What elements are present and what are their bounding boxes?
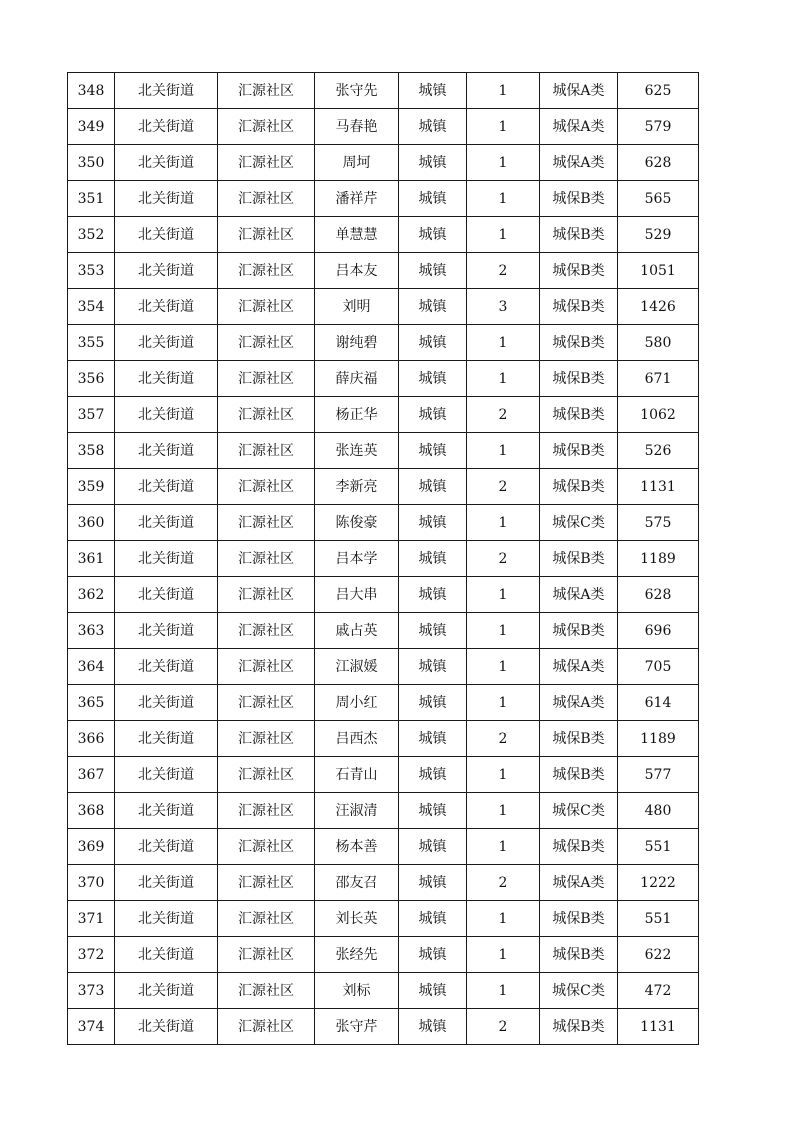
table-row bbox=[68, 73, 699, 109]
community-cell: 汇源社区 bbox=[218, 541, 315, 577]
name-cell: 张连英 bbox=[315, 433, 399, 469]
name-cell: 汪淑清 bbox=[315, 793, 399, 829]
table-row bbox=[68, 685, 699, 721]
name-cell: 潘祥芹 bbox=[315, 181, 399, 217]
amount-cell: 1189 bbox=[618, 721, 699, 757]
category-cell: 城保B类 bbox=[540, 541, 618, 577]
name-cell: 薛庆福 bbox=[315, 361, 399, 397]
category-cell: 城保B类 bbox=[540, 613, 618, 649]
household-count-cell: 1 bbox=[467, 217, 540, 253]
amount-cell: 614 bbox=[618, 685, 699, 721]
household-count-cell: 2 bbox=[467, 253, 540, 289]
community-cell: 汇源社区 bbox=[218, 721, 315, 757]
amount-cell: 551 bbox=[618, 901, 699, 937]
category-cell: 城保B类 bbox=[540, 937, 618, 973]
community-cell: 汇源社区 bbox=[218, 181, 315, 217]
category-cell: 城保B类 bbox=[540, 181, 618, 217]
area-type-cell: 城镇 bbox=[399, 109, 467, 145]
community-cell: 汇源社区 bbox=[218, 145, 315, 181]
household-count-cell: 2 bbox=[467, 397, 540, 433]
community-cell: 汇源社区 bbox=[218, 649, 315, 685]
area-type-cell: 城镇 bbox=[399, 397, 467, 433]
name-cell: 李新亮 bbox=[315, 469, 399, 505]
row-number-cell: 358 bbox=[68, 433, 115, 469]
name-cell: 石青山 bbox=[315, 757, 399, 793]
household-count-cell: 1 bbox=[467, 361, 540, 397]
name-cell: 邵友召 bbox=[315, 865, 399, 901]
amount-cell: 1131 bbox=[618, 1009, 699, 1045]
area-type-cell: 城镇 bbox=[399, 325, 467, 361]
category-cell: 城保A类 bbox=[540, 865, 618, 901]
amount-cell: 1189 bbox=[618, 541, 699, 577]
name-cell: 谢纯碧 bbox=[315, 325, 399, 361]
amount-cell: 628 bbox=[618, 577, 699, 613]
table-row bbox=[68, 253, 699, 289]
street-cell: 北关街道 bbox=[115, 1009, 218, 1045]
area-type-cell: 城镇 bbox=[399, 289, 467, 325]
table-row bbox=[68, 613, 699, 649]
household-count-cell: 1 bbox=[467, 937, 540, 973]
street-cell: 北关街道 bbox=[115, 289, 218, 325]
row-number-cell: 371 bbox=[68, 901, 115, 937]
table-row bbox=[68, 865, 699, 901]
area-type-cell: 城镇 bbox=[399, 1009, 467, 1045]
roster-table bbox=[67, 72, 699, 1045]
street-cell: 北关街道 bbox=[115, 649, 218, 685]
row-number-cell: 359 bbox=[68, 469, 115, 505]
category-cell: 城保B类 bbox=[540, 829, 618, 865]
row-number-cell: 361 bbox=[68, 541, 115, 577]
table-row bbox=[68, 829, 699, 865]
household-count-cell: 1 bbox=[467, 145, 540, 181]
area-type-cell: 城镇 bbox=[399, 685, 467, 721]
area-type-cell: 城镇 bbox=[399, 757, 467, 793]
name-cell: 杨正华 bbox=[315, 397, 399, 433]
table-row bbox=[68, 901, 699, 937]
household-count-cell: 1 bbox=[467, 505, 540, 541]
community-cell: 汇源社区 bbox=[218, 793, 315, 829]
household-count-cell: 1 bbox=[467, 109, 540, 145]
area-type-cell: 城镇 bbox=[399, 145, 467, 181]
category-cell: 城保C类 bbox=[540, 973, 618, 1009]
amount-cell: 551 bbox=[618, 829, 699, 865]
category-cell: 城保A类 bbox=[540, 109, 618, 145]
community-cell: 汇源社区 bbox=[218, 757, 315, 793]
category-cell: 城保B类 bbox=[540, 397, 618, 433]
household-count-cell: 1 bbox=[467, 649, 540, 685]
street-cell: 北关街道 bbox=[115, 73, 218, 109]
name-cell: 戚占英 bbox=[315, 613, 399, 649]
community-cell: 汇源社区 bbox=[218, 325, 315, 361]
row-number-cell: 362 bbox=[68, 577, 115, 613]
household-count-cell: 1 bbox=[467, 829, 540, 865]
row-number-cell: 368 bbox=[68, 793, 115, 829]
table-row bbox=[68, 289, 699, 325]
amount-cell: 565 bbox=[618, 181, 699, 217]
household-count-cell: 1 bbox=[467, 685, 540, 721]
community-cell: 汇源社区 bbox=[218, 577, 315, 613]
street-cell: 北关街道 bbox=[115, 613, 218, 649]
category-cell: 城保B类 bbox=[540, 901, 618, 937]
table-row bbox=[68, 325, 699, 361]
table-row bbox=[68, 541, 699, 577]
row-number-cell: 366 bbox=[68, 721, 115, 757]
category-cell: 城保B类 bbox=[540, 469, 618, 505]
community-cell: 汇源社区 bbox=[218, 469, 315, 505]
amount-cell: 1426 bbox=[618, 289, 699, 325]
amount-cell: 575 bbox=[618, 505, 699, 541]
area-type-cell: 城镇 bbox=[399, 937, 467, 973]
household-count-cell: 1 bbox=[467, 73, 540, 109]
name-cell: 陈俊豪 bbox=[315, 505, 399, 541]
street-cell: 北关街道 bbox=[115, 469, 218, 505]
street-cell: 北关街道 bbox=[115, 109, 218, 145]
household-count-cell: 1 bbox=[467, 793, 540, 829]
community-cell: 汇源社区 bbox=[218, 217, 315, 253]
category-cell: 城保B类 bbox=[540, 361, 618, 397]
table-row bbox=[68, 721, 699, 757]
area-type-cell: 城镇 bbox=[399, 253, 467, 289]
household-count-cell: 1 bbox=[467, 973, 540, 1009]
community-cell: 汇源社区 bbox=[218, 973, 315, 1009]
street-cell: 北关街道 bbox=[115, 721, 218, 757]
street-cell: 北关街道 bbox=[115, 901, 218, 937]
name-cell: 刘标 bbox=[315, 973, 399, 1009]
table-row bbox=[68, 937, 699, 973]
category-cell: 城保A类 bbox=[540, 73, 618, 109]
street-cell: 北关街道 bbox=[115, 217, 218, 253]
community-cell: 汇源社区 bbox=[218, 397, 315, 433]
community-cell: 汇源社区 bbox=[218, 613, 315, 649]
street-cell: 北关街道 bbox=[115, 433, 218, 469]
category-cell: 城保C类 bbox=[540, 793, 618, 829]
row-number-cell: 360 bbox=[68, 505, 115, 541]
area-type-cell: 城镇 bbox=[399, 73, 467, 109]
category-cell: 城保B类 bbox=[540, 757, 618, 793]
street-cell: 北关街道 bbox=[115, 577, 218, 613]
name-cell: 单慧慧 bbox=[315, 217, 399, 253]
household-count-cell: 3 bbox=[467, 289, 540, 325]
area-type-cell: 城镇 bbox=[399, 829, 467, 865]
community-cell: 汇源社区 bbox=[218, 361, 315, 397]
table-row bbox=[68, 505, 699, 541]
area-type-cell: 城镇 bbox=[399, 181, 467, 217]
area-type-cell: 城镇 bbox=[399, 577, 467, 613]
category-cell: 城保B类 bbox=[540, 433, 618, 469]
row-number-cell: 357 bbox=[68, 397, 115, 433]
category-cell: 城保B类 bbox=[540, 1009, 618, 1045]
household-count-cell: 2 bbox=[467, 721, 540, 757]
community-cell: 汇源社区 bbox=[218, 73, 315, 109]
amount-cell: 696 bbox=[618, 613, 699, 649]
table-row bbox=[68, 433, 699, 469]
row-number-cell: 350 bbox=[68, 145, 115, 181]
amount-cell: 480 bbox=[618, 793, 699, 829]
table-row bbox=[68, 1009, 699, 1045]
row-number-cell: 369 bbox=[68, 829, 115, 865]
community-cell: 汇源社区 bbox=[218, 1009, 315, 1045]
table-row bbox=[68, 109, 699, 145]
name-cell: 吕大串 bbox=[315, 577, 399, 613]
amount-cell: 1222 bbox=[618, 865, 699, 901]
amount-cell: 526 bbox=[618, 433, 699, 469]
community-cell: 汇源社区 bbox=[218, 433, 315, 469]
household-count-cell: 2 bbox=[467, 541, 540, 577]
household-count-cell: 1 bbox=[467, 181, 540, 217]
row-number-cell: 363 bbox=[68, 613, 115, 649]
street-cell: 北关街道 bbox=[115, 181, 218, 217]
name-cell: 周坷 bbox=[315, 145, 399, 181]
row-number-cell: 365 bbox=[68, 685, 115, 721]
amount-cell: 671 bbox=[618, 361, 699, 397]
street-cell: 北关街道 bbox=[115, 685, 218, 721]
community-cell: 汇源社区 bbox=[218, 829, 315, 865]
row-number-cell: 364 bbox=[68, 649, 115, 685]
name-cell: 吕本友 bbox=[315, 253, 399, 289]
street-cell: 北关街道 bbox=[115, 829, 218, 865]
area-type-cell: 城镇 bbox=[399, 721, 467, 757]
area-type-cell: 城镇 bbox=[399, 361, 467, 397]
table-row bbox=[68, 793, 699, 829]
community-cell: 汇源社区 bbox=[218, 109, 315, 145]
household-count-cell: 2 bbox=[467, 1009, 540, 1045]
roster-table-body bbox=[68, 73, 699, 1045]
name-cell: 吕西杰 bbox=[315, 721, 399, 757]
household-count-cell: 1 bbox=[467, 613, 540, 649]
community-cell: 汇源社区 bbox=[218, 901, 315, 937]
row-number-cell: 355 bbox=[68, 325, 115, 361]
name-cell: 刘明 bbox=[315, 289, 399, 325]
household-count-cell: 1 bbox=[467, 325, 540, 361]
name-cell: 张守先 bbox=[315, 73, 399, 109]
community-cell: 汇源社区 bbox=[218, 253, 315, 289]
table-row bbox=[68, 145, 699, 181]
community-cell: 汇源社区 bbox=[218, 937, 315, 973]
name-cell: 马春艳 bbox=[315, 109, 399, 145]
table-row bbox=[68, 181, 699, 217]
table-row bbox=[68, 397, 699, 433]
street-cell: 北关街道 bbox=[115, 325, 218, 361]
row-number-cell: 374 bbox=[68, 1009, 115, 1045]
amount-cell: 705 bbox=[618, 649, 699, 685]
amount-cell: 1051 bbox=[618, 253, 699, 289]
street-cell: 北关街道 bbox=[115, 793, 218, 829]
category-cell: 城保A类 bbox=[540, 577, 618, 613]
row-number-cell: 354 bbox=[68, 289, 115, 325]
street-cell: 北关街道 bbox=[115, 757, 218, 793]
community-cell: 汇源社区 bbox=[218, 289, 315, 325]
area-type-cell: 城镇 bbox=[399, 469, 467, 505]
row-number-cell: 349 bbox=[68, 109, 115, 145]
street-cell: 北关街道 bbox=[115, 865, 218, 901]
household-count-cell: 2 bbox=[467, 865, 540, 901]
amount-cell: 579 bbox=[618, 109, 699, 145]
community-cell: 汇源社区 bbox=[218, 685, 315, 721]
area-type-cell: 城镇 bbox=[399, 865, 467, 901]
street-cell: 北关街道 bbox=[115, 541, 218, 577]
row-number-cell: 370 bbox=[68, 865, 115, 901]
area-type-cell: 城镇 bbox=[399, 973, 467, 1009]
row-number-cell: 351 bbox=[68, 181, 115, 217]
name-cell: 张经先 bbox=[315, 937, 399, 973]
amount-cell: 628 bbox=[618, 145, 699, 181]
household-count-cell: 1 bbox=[467, 757, 540, 793]
street-cell: 北关街道 bbox=[115, 505, 218, 541]
row-number-cell: 372 bbox=[68, 937, 115, 973]
community-cell: 汇源社区 bbox=[218, 505, 315, 541]
row-number-cell: 373 bbox=[68, 973, 115, 1009]
amount-cell: 529 bbox=[618, 217, 699, 253]
table-row bbox=[68, 217, 699, 253]
street-cell: 北关街道 bbox=[115, 937, 218, 973]
category-cell: 城保B类 bbox=[540, 721, 618, 757]
area-type-cell: 城镇 bbox=[399, 901, 467, 937]
category-cell: 城保A类 bbox=[540, 649, 618, 685]
amount-cell: 1062 bbox=[618, 397, 699, 433]
category-cell: 城保B类 bbox=[540, 325, 618, 361]
area-type-cell: 城镇 bbox=[399, 613, 467, 649]
street-cell: 北关街道 bbox=[115, 361, 218, 397]
table-row bbox=[68, 649, 699, 685]
area-type-cell: 城镇 bbox=[399, 541, 467, 577]
area-type-cell: 城镇 bbox=[399, 505, 467, 541]
name-cell: 杨本善 bbox=[315, 829, 399, 865]
street-cell: 北关街道 bbox=[115, 253, 218, 289]
row-number-cell: 352 bbox=[68, 217, 115, 253]
table-row bbox=[68, 757, 699, 793]
name-cell: 江淑媛 bbox=[315, 649, 399, 685]
category-cell: 城保C类 bbox=[540, 505, 618, 541]
household-count-cell: 2 bbox=[467, 469, 540, 505]
name-cell: 刘长英 bbox=[315, 901, 399, 937]
household-count-cell: 1 bbox=[467, 577, 540, 613]
table-row bbox=[68, 469, 699, 505]
area-type-cell: 城镇 bbox=[399, 217, 467, 253]
amount-cell: 1131 bbox=[618, 469, 699, 505]
area-type-cell: 城镇 bbox=[399, 649, 467, 685]
household-count-cell: 1 bbox=[467, 901, 540, 937]
amount-cell: 577 bbox=[618, 757, 699, 793]
name-cell: 吕本学 bbox=[315, 541, 399, 577]
area-type-cell: 城镇 bbox=[399, 793, 467, 829]
table-row bbox=[68, 577, 699, 613]
category-cell: 城保B类 bbox=[540, 253, 618, 289]
household-count-cell: 1 bbox=[467, 433, 540, 469]
amount-cell: 580 bbox=[618, 325, 699, 361]
street-cell: 北关街道 bbox=[115, 397, 218, 433]
community-cell: 汇源社区 bbox=[218, 865, 315, 901]
row-number-cell: 367 bbox=[68, 757, 115, 793]
category-cell: 城保A类 bbox=[540, 685, 618, 721]
amount-cell: 622 bbox=[618, 937, 699, 973]
table-row bbox=[68, 361, 699, 397]
street-cell: 北关街道 bbox=[115, 145, 218, 181]
row-number-cell: 353 bbox=[68, 253, 115, 289]
name-cell: 周小红 bbox=[315, 685, 399, 721]
amount-cell: 472 bbox=[618, 973, 699, 1009]
category-cell: 城保B类 bbox=[540, 217, 618, 253]
category-cell: 城保B类 bbox=[540, 289, 618, 325]
category-cell: 城保A类 bbox=[540, 145, 618, 181]
name-cell: 张守芹 bbox=[315, 1009, 399, 1045]
row-number-cell: 356 bbox=[68, 361, 115, 397]
amount-cell: 625 bbox=[618, 73, 699, 109]
row-number-cell: 348 bbox=[68, 73, 115, 109]
area-type-cell: 城镇 bbox=[399, 433, 467, 469]
table-row bbox=[68, 973, 699, 1009]
street-cell: 北关街道 bbox=[115, 973, 218, 1009]
